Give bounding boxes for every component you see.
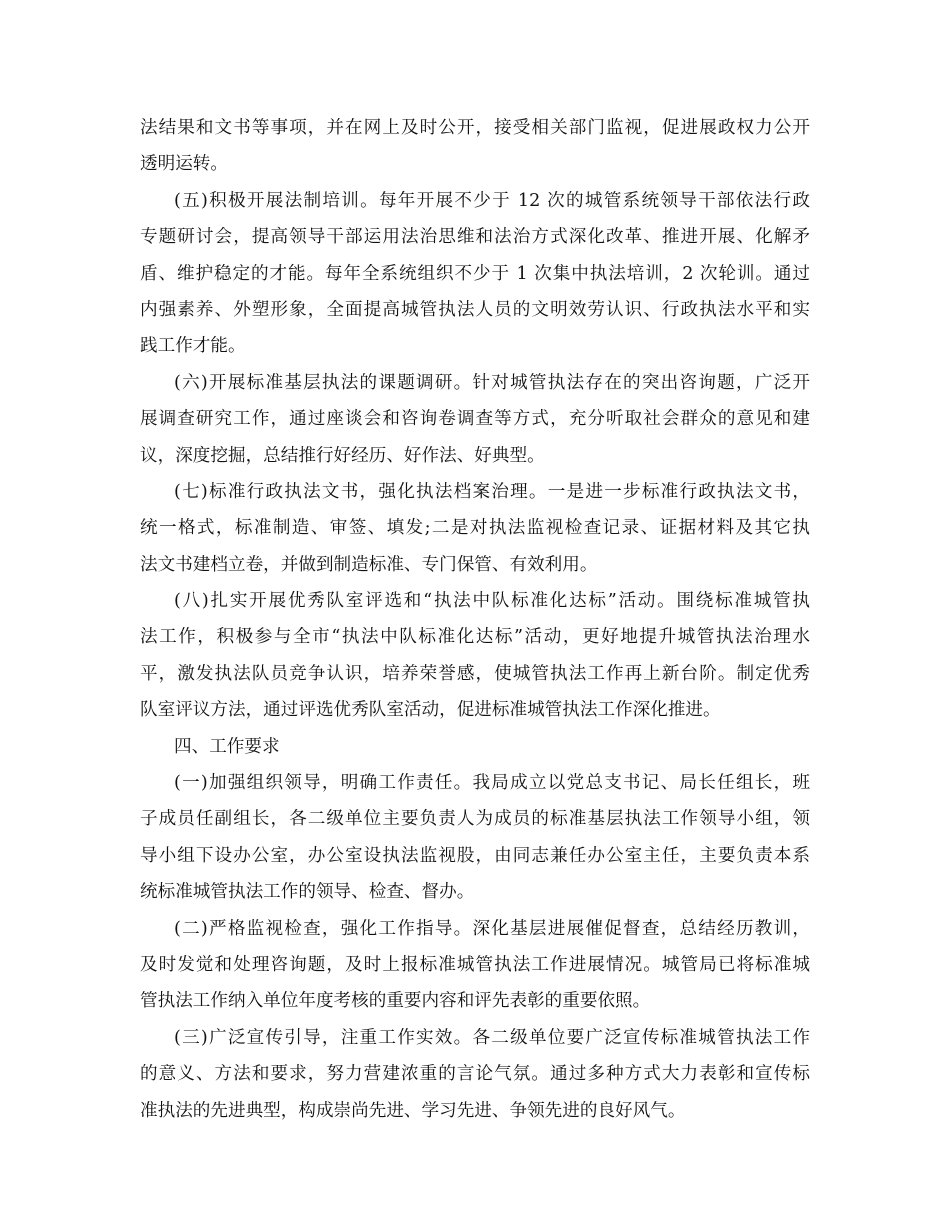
text-line: 专题研讨会，提高领导干部运用法治思维和法治方式深化改革、推进开展、化解矛 bbox=[140, 227, 810, 248]
text-line: 导小组下设办公室，办公室设执法监视股，由同志兼任办公室主任，主要负责本系 bbox=[140, 845, 810, 866]
text-line: 准执法的先进典型，构成崇尚先进、学习先进、争领先进的良好风气。 bbox=[140, 1100, 686, 1121]
text-line: (六)开展标准基层执法的课题调研。针对城管执法存在的突出咨询题，广泛开 bbox=[174, 372, 810, 393]
text-line: 法工作，积极参与全市“执法中队标准化达标”活动，更好地提升城管执法治理水 bbox=[140, 627, 810, 648]
text-line: 展调查研究工作，通过座谈会和咨询卷调查等方式，充分听取社会群众的意见和建 bbox=[140, 409, 810, 430]
text-line: 的意义、方法和要求，努力营建浓重的言论气氛。通过多种方式大力表彰和宣传标 bbox=[140, 1064, 810, 1085]
text-line: 平，激发执法队员竞争认识，培养荣誉感，使城管执法工作再上新台阶。制定优秀 bbox=[140, 663, 810, 684]
text-line: (二)严格监视检查，强化工作指导。深化基层进展催促督查，总结经历教训， bbox=[174, 918, 810, 939]
text-line: 盾、维护稳定的才能。每年全系统组织不少于 1 次集中执法培训，2 次轮训。通过 bbox=[140, 263, 810, 284]
text-line: 践工作才能。 bbox=[140, 336, 246, 357]
text-line: 管执法工作纳入单位年度考核的重要内容和评先表彰的重要依照。 bbox=[140, 991, 651, 1012]
document-body bbox=[140, 110, 810, 1129]
text-line: 队室评议方法，通过评选优秀队室活动，促进标准城管执法工作深化推进。 bbox=[140, 700, 721, 721]
text-line: (八)扎实开展优秀队室评选和“执法中队标准化达标”活动。围绕标准城管执 bbox=[174, 591, 810, 612]
section-heading: 四、工作要求 bbox=[174, 736, 280, 757]
text-line: 议，深度挖掘，总结推行好经历、好作法、好典型。 bbox=[140, 445, 545, 466]
text-line: 及时发觉和处理咨询题，及时上报标准城管执法工作进展情况。城管局已将标准城 bbox=[140, 954, 810, 975]
text-line: 法结果和文书等事项，并在网上及时公开，接受相关部门监视，促进展政权力公开 bbox=[140, 118, 810, 138]
text-line: (三)广泛宣传引导，注重工作实效。各二级单位要广泛宣传标准城管执法工作 bbox=[174, 1027, 810, 1048]
text-line: 透明运转。 bbox=[140, 154, 228, 175]
text-line: 统一格式，标准制造、审签、填发;二是对执法监视检查记录、证据材料及其它执 bbox=[140, 518, 810, 539]
text-line: 统标准城管执法工作的领导、检查、督办。 bbox=[140, 882, 475, 903]
text-line: (一)加强组织领导，明确工作责任。我局成立以党总支书记、局长任组长，班 bbox=[174, 773, 810, 794]
text-line: 内强素养、外塑形象，全面提高城管执法人员的文明效劳认识、行政执法水平和实 bbox=[140, 299, 810, 320]
text-line: (五)积极开展法制培训。每年开展不少于 12 次的城管系统领导干部依法行政 bbox=[174, 190, 810, 211]
text-line: 子成员任副组长，各二级单位主要负责人为成员的标准基层执法工作领导小组，领 bbox=[140, 809, 810, 830]
text-line: (七)标准行政执法文书，强化执法档案治理。一是进一步标准行政执法文书， bbox=[174, 481, 810, 502]
text-line: 法文书建档立卷，并做到制造标准、专门保管、有效利用。 bbox=[140, 554, 598, 575]
